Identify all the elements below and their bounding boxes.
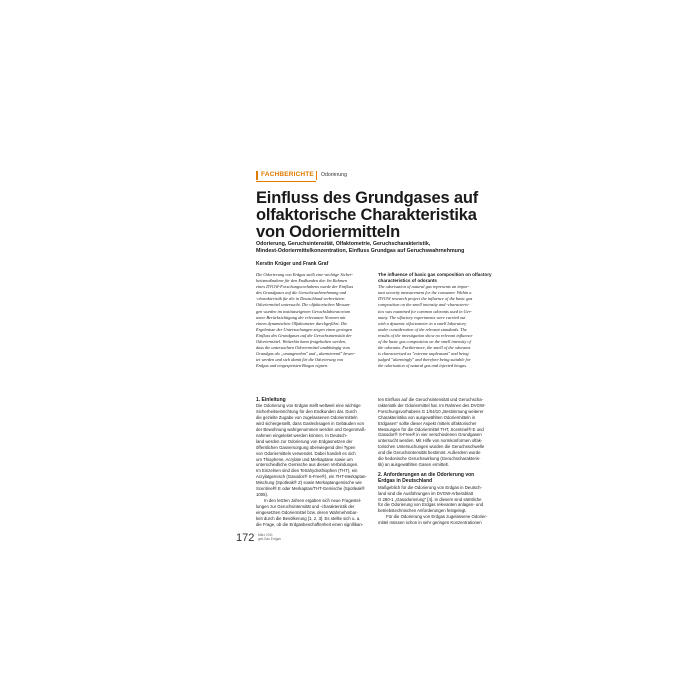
body-line: Mischung (Spotleak® Z) sowie Merkaptangemische wie <box>256 480 362 486</box>
abstract-line: results of the investigation show no relevant influence <box>378 332 473 338</box>
abstract-line: with a dynamic olfactometer in a smell laboratory <box>378 320 467 326</box>
abstract-english-heading: characteristics of odorants <box>378 278 437 284</box>
body-line: Charakteristika von ausgewählten Odoriermitteln in <box>378 414 476 420</box>
abstract-line: Odoriermittel untersucht. Die olfaktorischen Messun- <box>256 302 351 308</box>
abstract-english <box>378 272 496 370</box>
abstract-line: Ergebnisse der Untersuchungen zeigen einen geringen <box>256 326 353 332</box>
abstract-line: tet werden und sich damit für die Odorierung von <box>256 357 344 363</box>
title-line: olfaktorische Charakteristika <box>256 206 477 224</box>
body-line: In den letzten Jahren ergaben sich neue Fragestel- <box>264 497 362 503</box>
abstract-line: tics was examined for common odorants used in Ger- <box>378 308 472 314</box>
section-topic: Odorierung <box>321 172 347 178</box>
page-number: 172 <box>236 532 255 544</box>
page-footer <box>236 532 296 544</box>
body-line: keit durch die Bevölkerung [1, 2, 3]. Es stellte sich u. a. <box>256 515 361 521</box>
abstract-line: Erdgas und eingespeisten Biogas eignen. <box>256 363 329 369</box>
body-line: Gasodor® S-Free® in vier verschiedenen Grundgasen <box>378 432 482 438</box>
abstract-line: Die Odorierung von Erdgas stellt eine wichtige Sicher- <box>256 272 353 277</box>
abstract-line: under consideration of the relevant standards. The <box>378 326 467 332</box>
abstract-line: tant security measurement for the consumer. Within a <box>378 290 472 296</box>
section-heading: 1. Einleitung <box>256 397 286 403</box>
body-line: Maßgeblich für die Odorierung von Erdgas in Deutsch- <box>378 484 482 490</box>
section-underline <box>256 181 316 182</box>
body-line: land werden zur Odorierung von Erdgasnetzen der <box>256 438 353 444</box>
abstract-line: dass die untersuchten Odoriermittel unabhängig vom <box>256 345 350 351</box>
body-line: Erdgasen" sollte dieser Aspekt mittels olfaktorischer <box>378 420 477 426</box>
body-line: Die Odorierung von Erdgas stellt weltweit eine wichtige <box>256 403 361 409</box>
body-line: betriebstechnischen Anforderungen festgelegt. <box>378 508 467 514</box>
body-line: nahmen eingeleitet werden können. In Deutsch- <box>256 432 348 438</box>
body-column-right <box>378 397 496 526</box>
abstract-line: einem dynamischen Olfaktometer durchgeführt. Die <box>256 320 348 326</box>
body-line: mittel müssen schon in sehr geringen Konzentrationen <box>378 520 482 526</box>
abstract-line: eines DVGW-Forschungsvorhabens wurde der Einfluss <box>256 284 354 290</box>
body-line: Im Einzelnen sind dies Tetrahydrothiophen (THT), ein <box>256 468 358 474</box>
body-line: für die Odorierung von Erdgas relevanten anlagen- und <box>378 502 484 508</box>
keywords <box>256 241 506 255</box>
body-line: Scentinel® E oder Merkaptan/THT-Gemische (Spotleak® <box>256 486 365 492</box>
body-line: öffentlichen Gasversorgung überwiegend drei Typen <box>256 444 356 450</box>
body-line: von Odoriermitteln verwendet. Dabei handelt es sich <box>256 450 356 456</box>
section-separator <box>316 171 317 180</box>
abstract-line: Odoriermittel. Weiterhin kann festgehalten werden, <box>256 339 347 345</box>
footer-meta <box>258 533 281 541</box>
abstract-line: composition on the smell intensity and -characteris- <box>378 302 470 308</box>
body-line: torischen Untersuchungen wurden die Geruchsschwelle <box>378 444 485 450</box>
abstract-line: is characterised as "extreme unpleasant" and being <box>378 351 469 357</box>
abstract-line: -charakteristik für die in Deutschland verbreiteten <box>256 296 345 302</box>
body-line: eingesetzten Odoriermittel bzw. deren Wahrnehmbar- <box>256 509 358 515</box>
abstract-line: judged "alarmingly" and therefore being suitable for <box>378 357 471 363</box>
body-line: G 280-1 „Gasodorierung" [4]. In diesem sind sämtliche <box>378 496 482 502</box>
body-line: rakteristik der Odoriermittel hat. Im Rahmen des DVGW- <box>378 402 486 408</box>
section-header <box>256 171 496 181</box>
abstract-line: DVGW research project the influence of the basic gas <box>378 296 473 302</box>
footer-meta-line: März 2011 <box>258 533 273 537</box>
section-name: FACHBERICHTE <box>261 171 314 178</box>
body-line: die gezielte Zugabe von zugelassenen Odoriermitteln <box>256 415 358 421</box>
abstract-line: heitsmaßnahme für den Endkunden dar. Im Rahmen <box>256 278 348 284</box>
body-line: um Thiophene, Acrylate und Merkaptane sowie um <box>256 456 353 462</box>
body-line: ten Einfluss auf die Geruchsintensität und Geruchscha- <box>378 397 484 402</box>
section-heading: Erdgas in Deutschland <box>378 478 433 485</box>
abstract-german <box>256 272 373 370</box>
footer-meta-line: gwf-Gas Erdgas <box>258 537 281 541</box>
body-line: 1005). <box>256 492 269 497</box>
body-line: tik) an ausgewählten Gasen ermittelt. <box>378 461 449 467</box>
section-heading: 2. Anforderungen an die Odorierung von <box>378 471 475 478</box>
body-line: Für die Odorierung von Erdgas zugelassene Odorier- <box>386 514 488 520</box>
body-line: der Bewohnung wahrgenommen werden und Gegenmaß- <box>256 427 366 433</box>
body-line: Forschungsvorhabens G 1/04/10 „Bestimmung weiterer <box>378 408 484 414</box>
body-line: Messungen für die Odoriermittel THT, Scentinel® E und <box>378 426 484 432</box>
article-title <box>256 190 506 241</box>
body-line: Acrylatgemisch (Gasodor® S-Free®), ein THT-Merkaptan- <box>256 474 367 480</box>
abstract-line: many. The olfactory experiments were carried out <box>378 314 466 320</box>
abstract-line: Einfluss des Grundgases auf die Geruchsintensität der <box>256 332 352 338</box>
abstract-line: Grundgas als „unangenehm" und „alarmierend" bewer- <box>256 351 356 357</box>
abstract-english-heading: The influence of basic gas composition on olfactory <box>378 272 492 277</box>
section-accent-bar <box>256 171 258 180</box>
authors: Kerstin Krüger und Frank Graf <box>256 261 329 267</box>
keywords-line: Odorierung, Geruchsintensität, Olfaktometrie, Geruchscharakteristik, <box>256 241 431 247</box>
title-line: Einfluss des Grundgases auf <box>256 189 478 207</box>
body-line: wird sichergestellt, dass Gaslecksagen in Gebäuden von <box>256 421 364 427</box>
abstract-line: The odorisation of natural gas represents an impor- <box>378 284 470 290</box>
body-line: die hedonische Geruchswirkung (Geruchscharakteris- <box>378 456 481 462</box>
title-line: von Odoriermitteln <box>256 223 400 241</box>
abstract-line: gen wurden im institutseigenen Geruchslaboratorium <box>256 308 350 314</box>
abstract-line: unter Berücksichtigung der relevanten Normen mit <box>256 314 346 320</box>
keywords-line: Mindest-Odoriermittelkonzentration, Einfluss Grundgas auf Geruchswahrnehmung <box>256 248 465 254</box>
body-column-left <box>256 397 374 527</box>
abstract-line: the odorisation of natural gas and injected biogas. <box>378 363 468 369</box>
abstract-line: of the basic gas composition on the smell intensity of <box>378 339 471 345</box>
body-line: und die Geruchsintensität bestimmt. Außerdem wurde <box>378 450 481 456</box>
abstract-line: des Grundgases auf die Geruchswahrnehmung und <box>256 290 347 296</box>
body-line: unterschiedliche Gemische aus diesen Verbindungen. <box>256 462 359 468</box>
body-line: lungen zur Geruchsintensität und -charakteristik der <box>256 503 355 509</box>
body-line: untersucht werden. Mit Hilfe von normkonformen olfak- <box>378 438 483 444</box>
abstract-line: the odorants. Furthermore, the smell of the odorants <box>378 345 471 351</box>
body-line: land sind die Ausführungen im DVGW-Arbeitsblatt <box>378 490 473 496</box>
body-line: die Frage, ob die Erdgasbeschaffenheit einen signifikan- <box>256 521 364 527</box>
body-line: Sicherheitseinrichtung für den Endkunden dar. Durch <box>256 409 357 415</box>
